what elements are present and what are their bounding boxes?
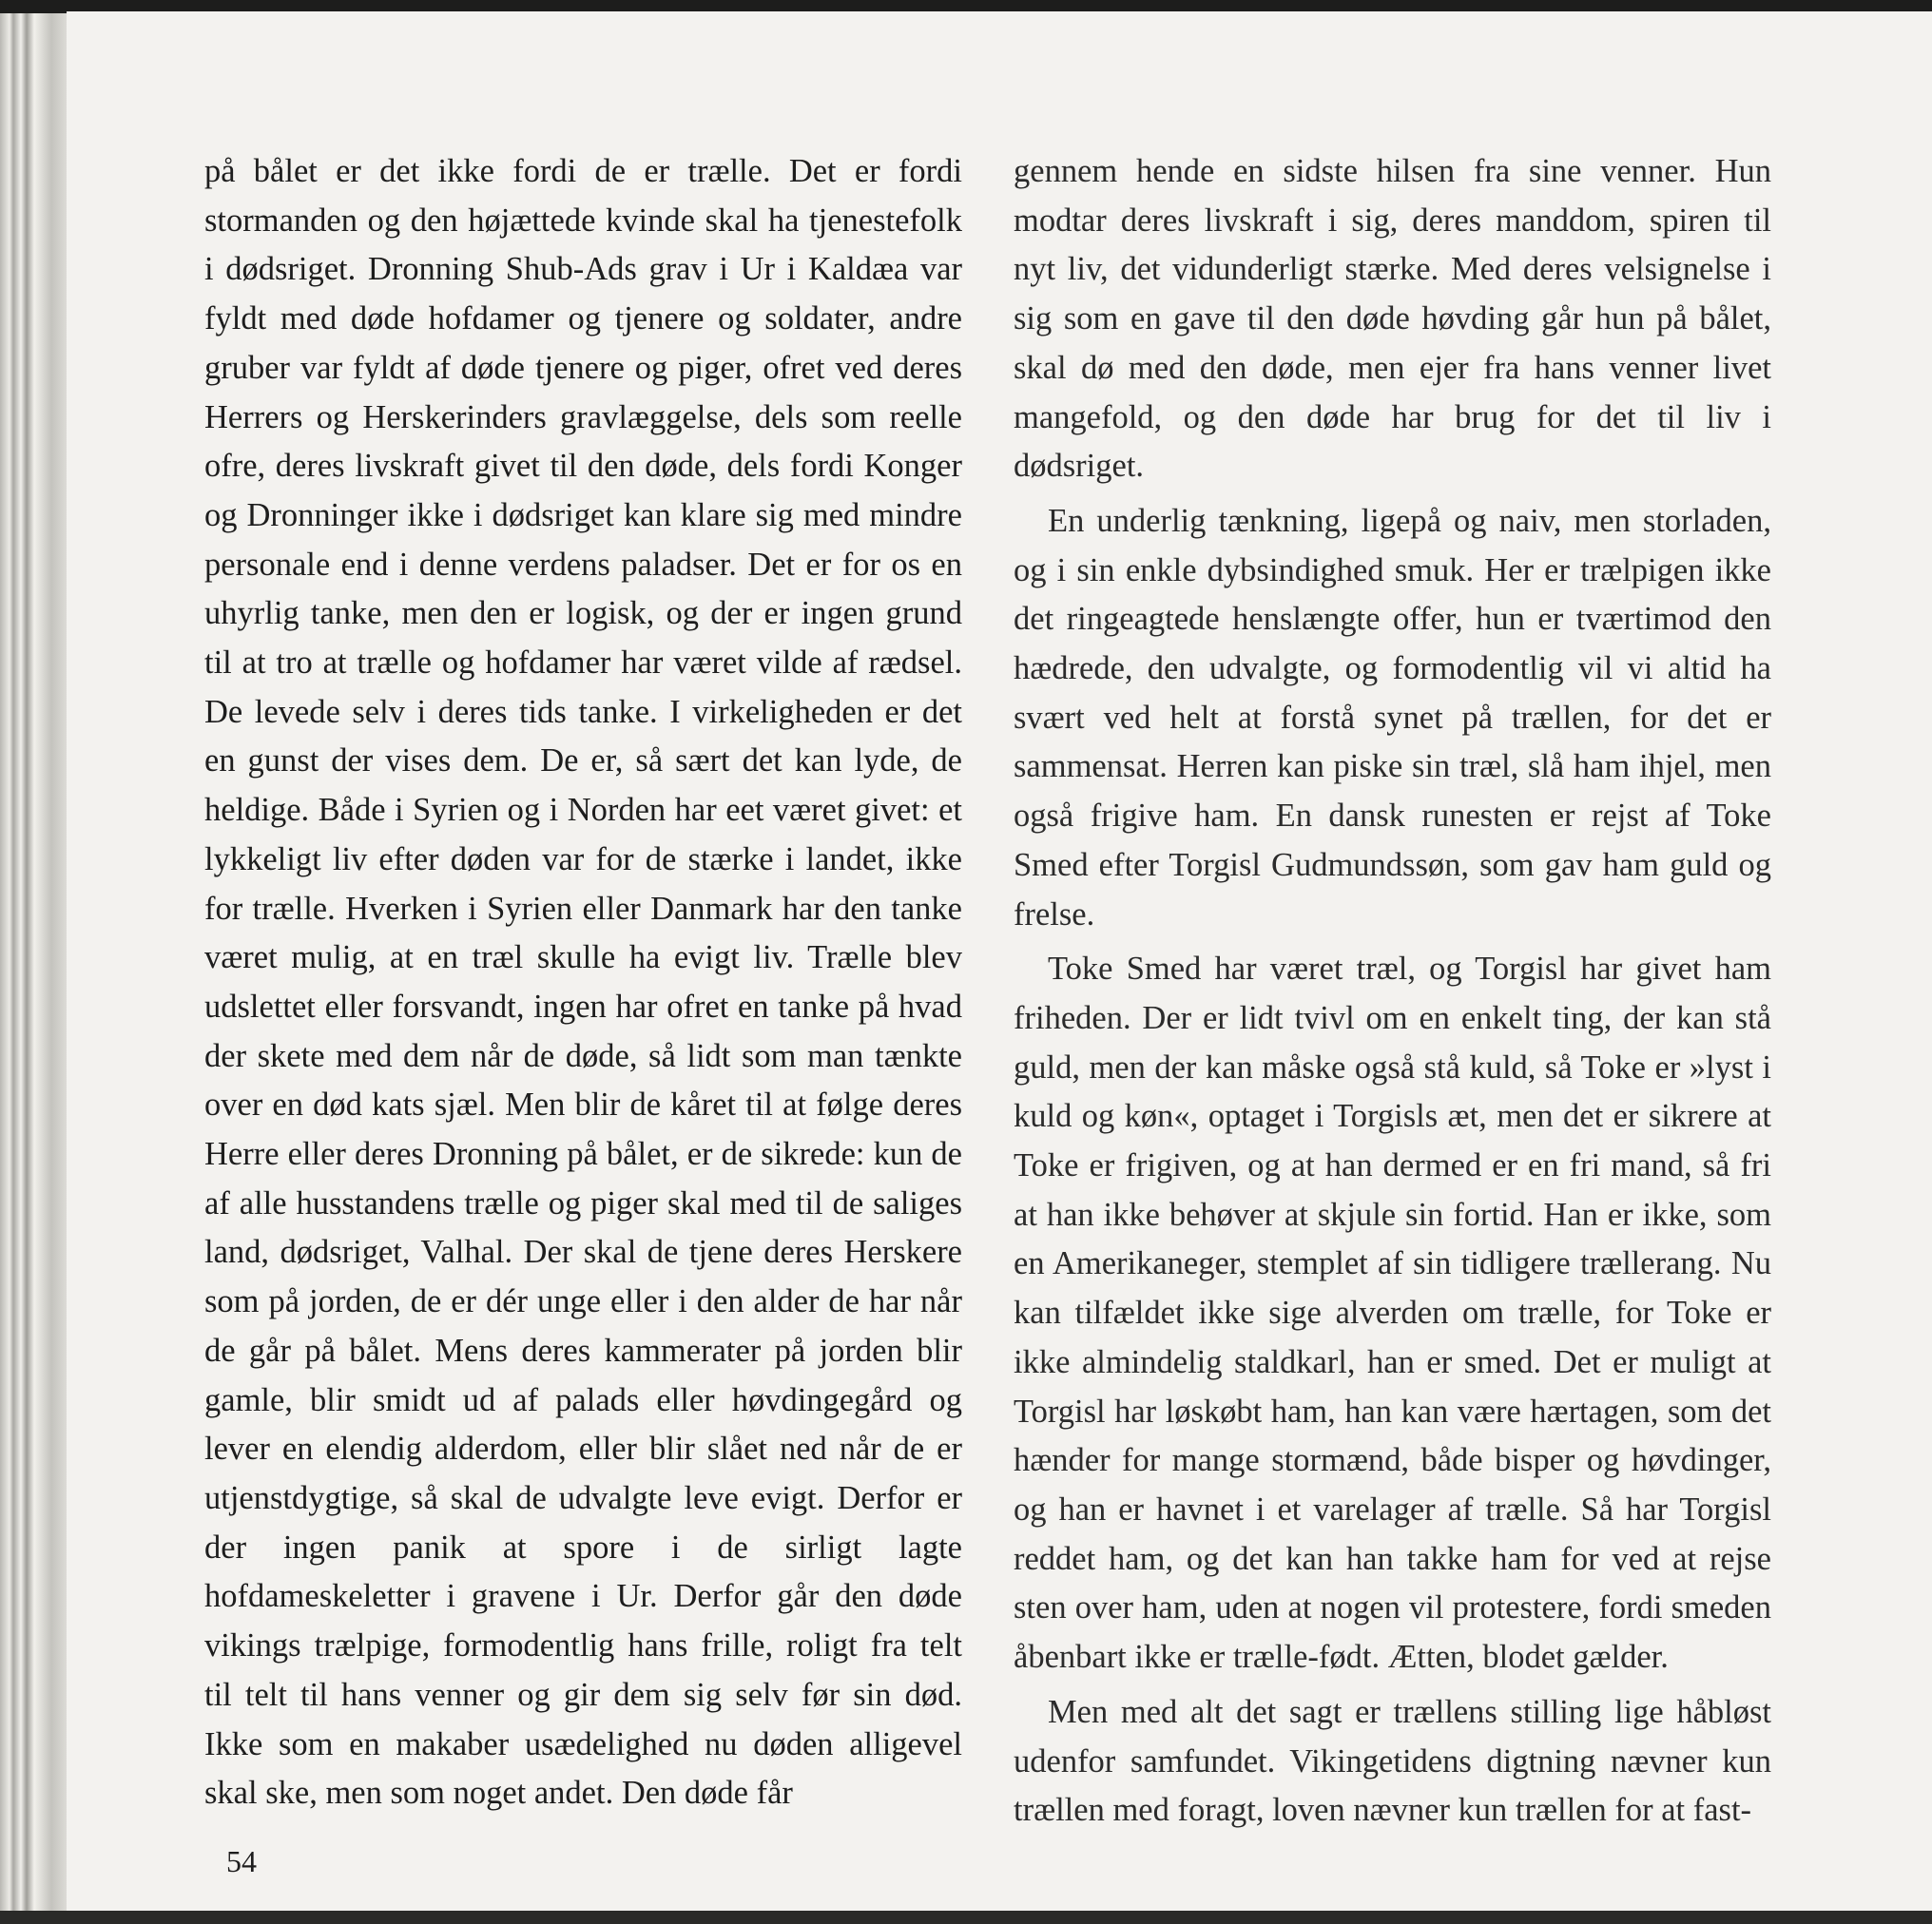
paragraph: på bålet er det ikke fordi de er trælle. Det er fordi stormanden og den højættede kvinde skal ha tjenestefolk i dødsriget. Dronning Shub-Ads grav i Ur i Kaldæa var fyldt med døde hofdamer og tjenere og soldater, andre gruber var fyldt af døde tjenere og piger, ofret ved deres Herrers og Herskerinders gravlæggelse, dels som reelle ofre, deres livskraft givet til den døde, dels fordi Konger og Dronninger ikke i dødsriget kan klare sig med mindre personale end i denne verdens paladser. Det er for os en uhyrlig tanke, men den er logisk, og der er ingen grund til at tro at trælle og hofdamer har været vilde af rædsel. De levede selv i deres tids tanke. I virkeligheden er det en gunst der vises dem. De er, så sært det kan lyde, de heldige. Både i Syrien og i Norden har eet været givet: et lykkeligt liv efter døden var for de stærke i landet, ikke for trælle. Hverken i Syrien eller Danmark har den tanke været mulig, at en træl skulle ha evigt liv. Trælle blev udslettet eller forsvandt, ingen har ofret en tanke på hvad der skete med dem når de døde, så lidt som man tænkte over en død kats sjæl. Men blir de kåret til at følge deres Herre eller deres Dronning på bålet, er de sikrede: kun de af alle husstandens trælle og piger skal med til de saliges land, dødsriget, Valhal. Der skal de tjene deres Herskere som på jorden, de er dér unge eller i den alder de har når de går på bålet. Mens deres kammerater på jorden blir gamle, blir smidt ud af palads eller høvdingegård og lever en elendig alderdom, eller blir slået ned når de er utjenstdygtige, så skal de udvalgte leve evigt. Derfor er der ingen panik at spore i de sirligt lagte hofdameskeletter i gravene i Ur. Derfor går den døde vikings trælpige, formodentlig hans frille, roligt fra telt til telt til hans venner og gir dem sig selv før sin død. Ikke som en makaber usædelighed nu døden alligevel skal ske, men som noget andet. Den døde får — [204, 153, 962, 1812]
paragraph: En underlig tænkning, ligepå og naiv, men storladen, og i sin enkle dybsindighed smuk. Her er trælpigen ikke det ringeagtede henslængte offer, hun er tværtimod den hædrede, den udvalgte, og formodentlig vil vi altid ha svært ved helt at forstå synet på trællen, for det er sammensat. Herren kan piske sin træl, slå ham ihjel, men også frigive ham. En dansk runesten er rejst af Toke Smed efter Torgisl Gudmundssøn, som gav ham guld og frelse. — [1014, 502, 1771, 933]
paragraph: Toke Smed har været træl, og Torgisl har givet ham friheden. Der er lidt tvivl om en enkelt ting, der kan stå guld, men der kan måske også stå kuld, så Toke er »lyst i kuld og køn«, optaget i Torgisls æt, men det er sikrere at Toke er frigiven, og at han dermed er en fri mand, så fri at han ikke behøver at skjule sin fortid. Han er ikke, som en Amerikaneger, stemplet af sin tidligere trællerang. Nu kan tilfældet ikke sige alverden om trælle, for Toke er ikke almindelig staldkarl, han er smed. Det er muligt at Torgisl har løskøbt ham, han kan være hærtagen, som det hænder for mange stormænd, både bisper og høvdinger, og han er havnet i et varelager af trælle. Så har Torgisl reddet ham, og det kan han takke ham for ved at rejse sten over ham, uden at nogen vil protestere, fordi smeden åbenbart ikke er trælle-født. Ætten, blodet gælder. — [1014, 951, 1771, 1676]
paragraph: Men med alt det sagt er trællens stilling lige håbløst udenfor samfundet. Vikingetidens digtning nævner kun trællen med foragt, loven nævner kun trællen for at fast- — [1014, 1693, 1771, 1829]
right-text-column — [1014, 147, 1771, 1829]
left-text-column — [204, 147, 962, 1812]
paragraph: gennem hende en sidste hilsen fra sine venner. Hun modtar deres livskraft i sig, deres manddom, spiren til nyt liv, det vidunderligt stærke. Med deres velsignelse i sig som en gave til den døde høvding går hun på bålet, skal dø med den døde, men ejer fra hans venner livet mangefold, og den døde har brug for det til liv i dødsriget. — [1014, 153, 1771, 485]
scan-bottom-border — [0, 1911, 1932, 1924]
page-number: 54 — [226, 1844, 257, 1878]
book-page-edges — [0, 0, 67, 1924]
